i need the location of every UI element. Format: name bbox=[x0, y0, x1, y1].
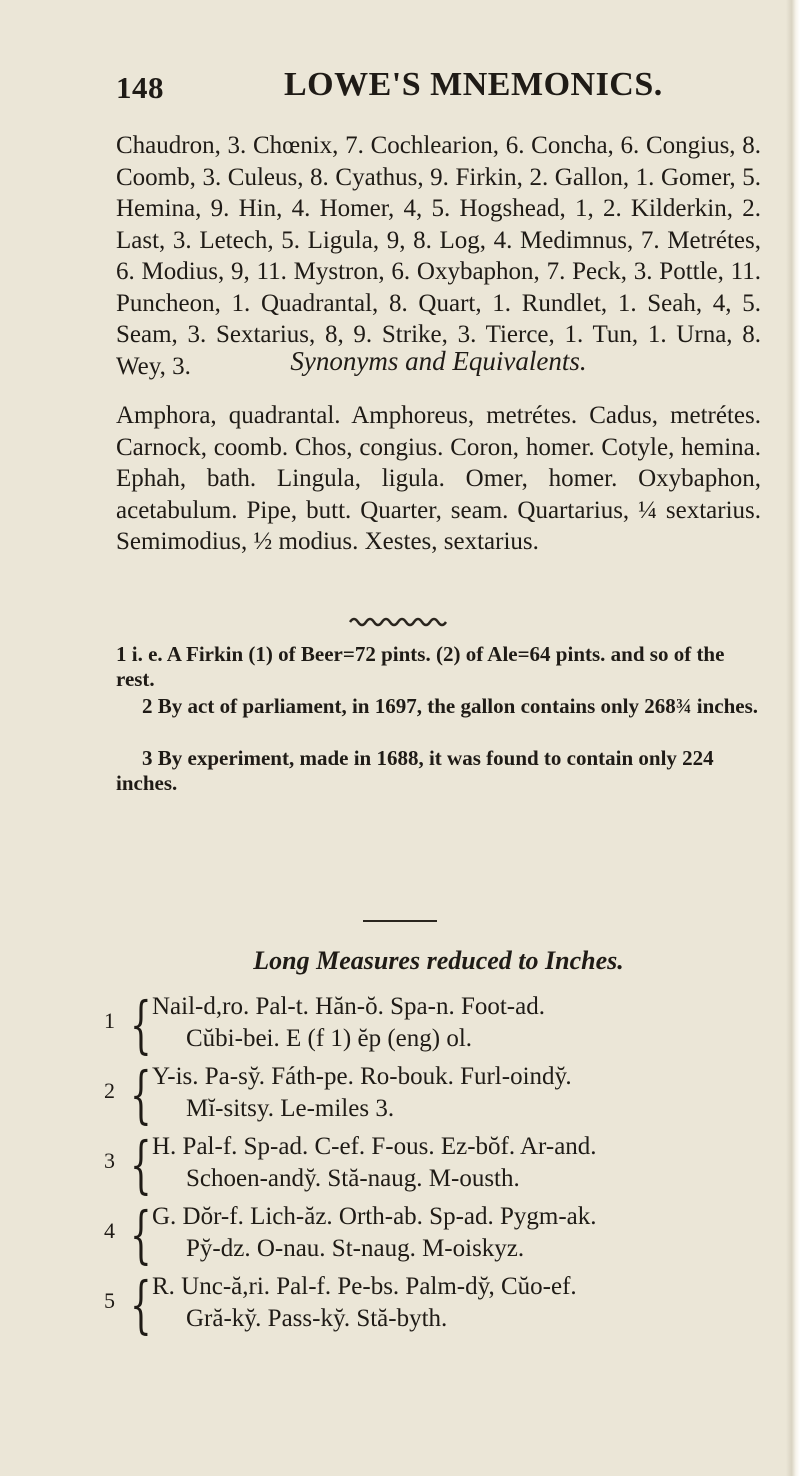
long-measures-heading: Long Measures reduced to Inches. bbox=[253, 946, 624, 975]
measure-entry bbox=[104, 1128, 764, 1202]
measure-entry bbox=[104, 1058, 764, 1132]
running-title: LOWE'S MNEMONICS. bbox=[284, 66, 663, 103]
entry-line-2: Schoen-andy̆. Stă-naug. M-ousth. bbox=[186, 1165, 520, 1192]
entry-number: 3 bbox=[104, 1148, 115, 1173]
entry-line-1: Y-is. Pa-sy̆. Fáth-pe. Ro-bouk. Furl-oindy̆. bbox=[152, 1063, 572, 1090]
synonyms-paragraph: Amphora, quadrantal. Amphoreus, metrétes. Cadus, metrétes. Carnock, coomb. Chos, congius. Coron, homer. Cotyle, hemina. Ephah, bath. Lingula, ligula. Omer, homer. Oxybaphon, acetabulum. Pipe, butt. Quarter, seam. Quartarius, ¼ sextarius. Semimodius, ½ modius. Xestes, sextarius. bbox=[116, 402, 761, 555]
ornamental-divider bbox=[0, 613, 800, 632]
brace-glyph: { bbox=[130, 1058, 152, 1131]
brace-glyph: { bbox=[130, 988, 152, 1061]
entry-line-2: Mĭ-sitsy. Le-miles 3. bbox=[186, 1095, 395, 1122]
brace-glyph: { bbox=[130, 1268, 152, 1341]
entry-line-2: Cŭbi-bei. E (f 1) ĕp (eng) ol. bbox=[186, 1025, 473, 1052]
entry-line-1: H. Pal-f. Sp-ad. C-ef. F-ous. Ez-bŏf. Ar-and. bbox=[152, 1133, 597, 1160]
entry-number: 2 bbox=[104, 1078, 115, 1103]
entry-number: 5 bbox=[104, 1288, 115, 1313]
measure-entry bbox=[104, 988, 764, 1062]
footnote-3: 3 By experiment, made in 1688, it was found to contain only 224 inches. bbox=[116, 746, 714, 795]
page-header bbox=[116, 66, 696, 116]
measure-entry bbox=[104, 1198, 764, 1272]
page-edge bbox=[786, 0, 800, 1476]
entry-line-1: Nail-d,ro. Pal-t. Hăn-ŏ. Spa-n. Foot-ad. bbox=[152, 993, 545, 1020]
entry-line-1: R. Unc-ă,ri. Pal-f. Pe-bs. Palm-dy̆, Cŭo-ef. bbox=[152, 1273, 577, 1300]
brace-glyph: { bbox=[130, 1198, 152, 1271]
entry-line-1: G. Dŏr-f. Lich-ăz. Orth-ab. Sp-ad. Pygm-ak. bbox=[152, 1203, 597, 1230]
page-number: 148 bbox=[116, 70, 164, 105]
section-rule bbox=[0, 910, 800, 929]
footnote-1: 1 i. e. A Firkin (1) of Beer=72 pints. (2) of Ale=64 pints. and so of the rest. bbox=[116, 642, 725, 691]
entry-line-2: Gră-ky̆. Pass-ky̆. Stă-byth. bbox=[186, 1305, 448, 1332]
footnote-2: 2 By act of parliament, in 1697, the gallon contains only 268¾ inches. bbox=[142, 694, 759, 718]
measure-entry bbox=[104, 1268, 764, 1342]
entry-number: 1 bbox=[104, 1008, 115, 1033]
entry-line-2: Py̆-dz. O-nau. St-naug. M-oiskyz. bbox=[186, 1235, 525, 1262]
entry-number: 4 bbox=[104, 1218, 115, 1243]
vocabulary-paragraph: Chaudron, 3. Chœnix, 7. Cochlearion, 6. Concha, 6. Congius, 8. Coomb, 3. Culeus, 8. Cyathus, 9. Firkin, 2. Gallon, 1. Gomer, 5. Hemina, 9. Hin, 4. Homer, 4, 5. Hogshead, 1, 2. Kilderkin, 2. Last, 3. Letech, 5. Ligula, 9, 8. Log, 4. Medimnus, 7. Metrétes, 6. Modius, 9, 11. Mystron, 6. Oxybaphon, 7. Peck, 3. Pottle, 11. Puncheon, 1. Quadrantal, 8. Quart, 1. Rundlet, 1. Seah, 4, 5. Seam, 3. Sextarius, 8, 9. Strike, 3. Tierce, 1. Tun, 1. Urna, 8. Wey, 3. bbox=[116, 132, 761, 380]
brace-glyph: { bbox=[130, 1128, 152, 1201]
synonyms-heading: Synonyms and Equivalents. bbox=[290, 346, 587, 376]
